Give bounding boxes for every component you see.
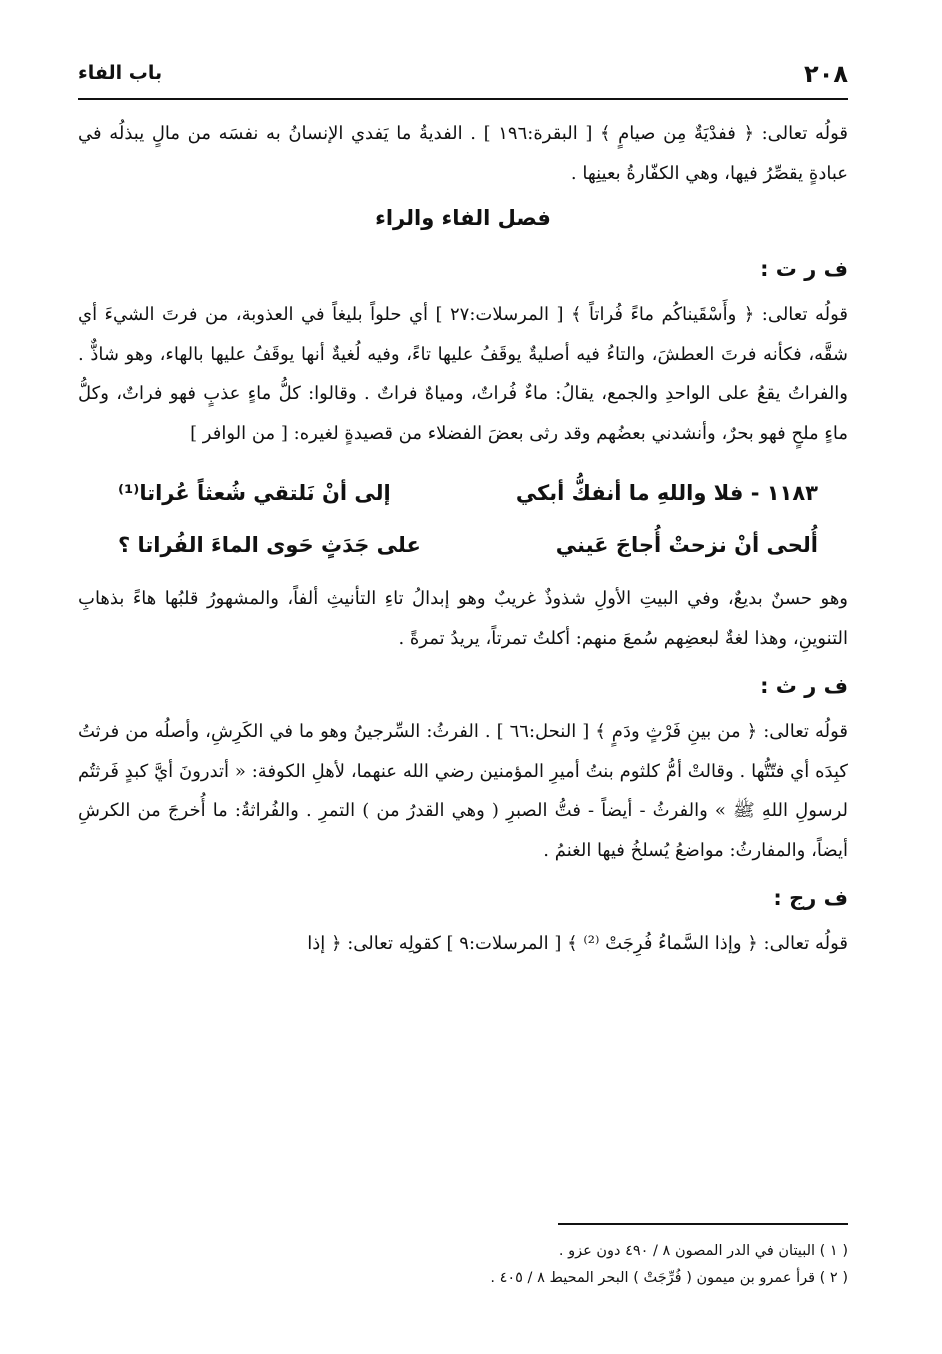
intro-paragraph: قولُه تعالى: ﴿ ففدْيَةٌ مِن صيامٍ ﴾ [ البقرة:١٩٦ ] . الفديةُ ما يَفدي الإنسانُ به نفسَه من مالٍ يبذلُه في عبادةٍ يقصِّرُ فيها، وهي الكفّارةُ بعينِها .	[78, 123, 848, 184]
footnotes	[78, 1238, 848, 1292]
root-heading: ف رج :	[773, 886, 848, 910]
poem-verse-block	[78, 467, 848, 571]
entry-f-r-t	[78, 247, 848, 658]
entry-f-r-j	[78, 876, 848, 964]
running-header	[78, 58, 848, 100]
root-heading: ف ر ث :	[760, 674, 848, 698]
footnote: ( ٢ ) قرأ عمرو بن ميمون ( فُرِّجَتْ ) البحر المحيط ٨ / ٤٠٥ .	[490, 1270, 848, 1286]
entry-f-r-th	[78, 664, 848, 870]
verse-first-hemistich: ١١٨٣ - فلا واللهِ ما أنفكُّ أبكي	[515, 481, 818, 505]
section-heading: فصل الفاء والراء	[375, 206, 551, 230]
book-page	[78, 58, 848, 1318]
entry-paragraph: قولُه تعالى: ﴿ وأَسْقَيناكُم ماءً فُراتاً ﴾ [ المرسلات:٢٧ ] أي حلواً بليغاً في العذوبة، من فرتَ الشيءَ أي شقَّه، فكأنه فرتَ العطشَ، والتاءُ فيه أصليةٌ يوقَفُ عليها تاءً، وفيه لُغيةٌ أنها يوقَفُ عليها بالهاء، وهو شاذٌّ . والفراتُ يقعُ على الواحدِ والجمع، يقالُ: ماءٌ فُراتٌ، ومياهٌ فراتٌ . وقالوا: كلُّ ماءٍ عذبٍ فهو فراتٌ، وكلُّ ماءٍ ملحٍ فهو بحرٌ، وأنشدني بعضُهم وقد رثى بعضَ الفضلاء من قصيدةٍ لغيره: [ من الوافر ]	[78, 304, 848, 444]
commentary-paragraph: وهو حسنٌ بديعٌ، وفي البيتِ الأولِ شذوذٌ غريبٌ وهو إبدالُ تاءِ التأنيثِ ألفاً، والمشهورُ قلبُها هاءً بذهابِ التنوينِ، وهذا لغةٌ لبعضِهم سُمعَ منهم: أكلتُ تمرتاً، يريدُ تمرةً .	[78, 588, 848, 649]
verse-line	[78, 467, 848, 519]
footnote-divider	[558, 1223, 848, 1225]
verse-second-hemistich: إلى أنْ نَلتقي شُعثاً عُراتا⁽¹⁾	[118, 481, 391, 505]
footnote: ( ١ ) البيتان في الدر المصون ٨ / ٤٩٠ دون عزو .	[558, 1243, 848, 1259]
verse-second-hemistich: على جَدَثٍ حَوى الماءَ الفُراتا ؟	[118, 533, 421, 557]
entry-paragraph: قولُه تعالى: ﴿ وإذا السَّماءُ فُرِجَتْ ⁽²⁾ ﴾ [ المرسلات:٩ ] كقولِه تعالى: ﴿ إذا	[307, 933, 848, 954]
chapter-title: باب الفاء	[78, 62, 163, 84]
root-heading: ف ر ت :	[760, 257, 848, 281]
page-number: ٢٠٨	[804, 60, 848, 88]
entry-paragraph: قولُه تعالى: ﴿ من بينِ فَرْثٍ ودَمٍ ﴾ [ النحل:٦٦ ] . الفرثُ: السِّرجينُ وهو ما في الكَرِشِ، وأصلُه من فرثتُ كبِدَه أي فتّتُّها . وقالتْ أمُّ كلثوم بنتُ أميرِ المؤمنين رضي الله عنهما، لأهلِ الكوفة: « أتدرونَ أيَّ كبدٍ فَرثتُم لرسولِ اللهِ ﷺ » والفرثُ - أيضاً - فتُّ الصبرِ ( وهي القدرُ من ) التمرِ . والفُراثةُ: ما أُخرجَ من الكرشِ أيضاً، والمفارثُ: مواضعُ يُسلخُ فيها الغنمُ .	[78, 721, 848, 861]
verse-line	[78, 519, 848, 571]
verse-first-hemistich: أُلحى أنْ نزحتْ أُجاجَ عَيني	[555, 533, 818, 557]
